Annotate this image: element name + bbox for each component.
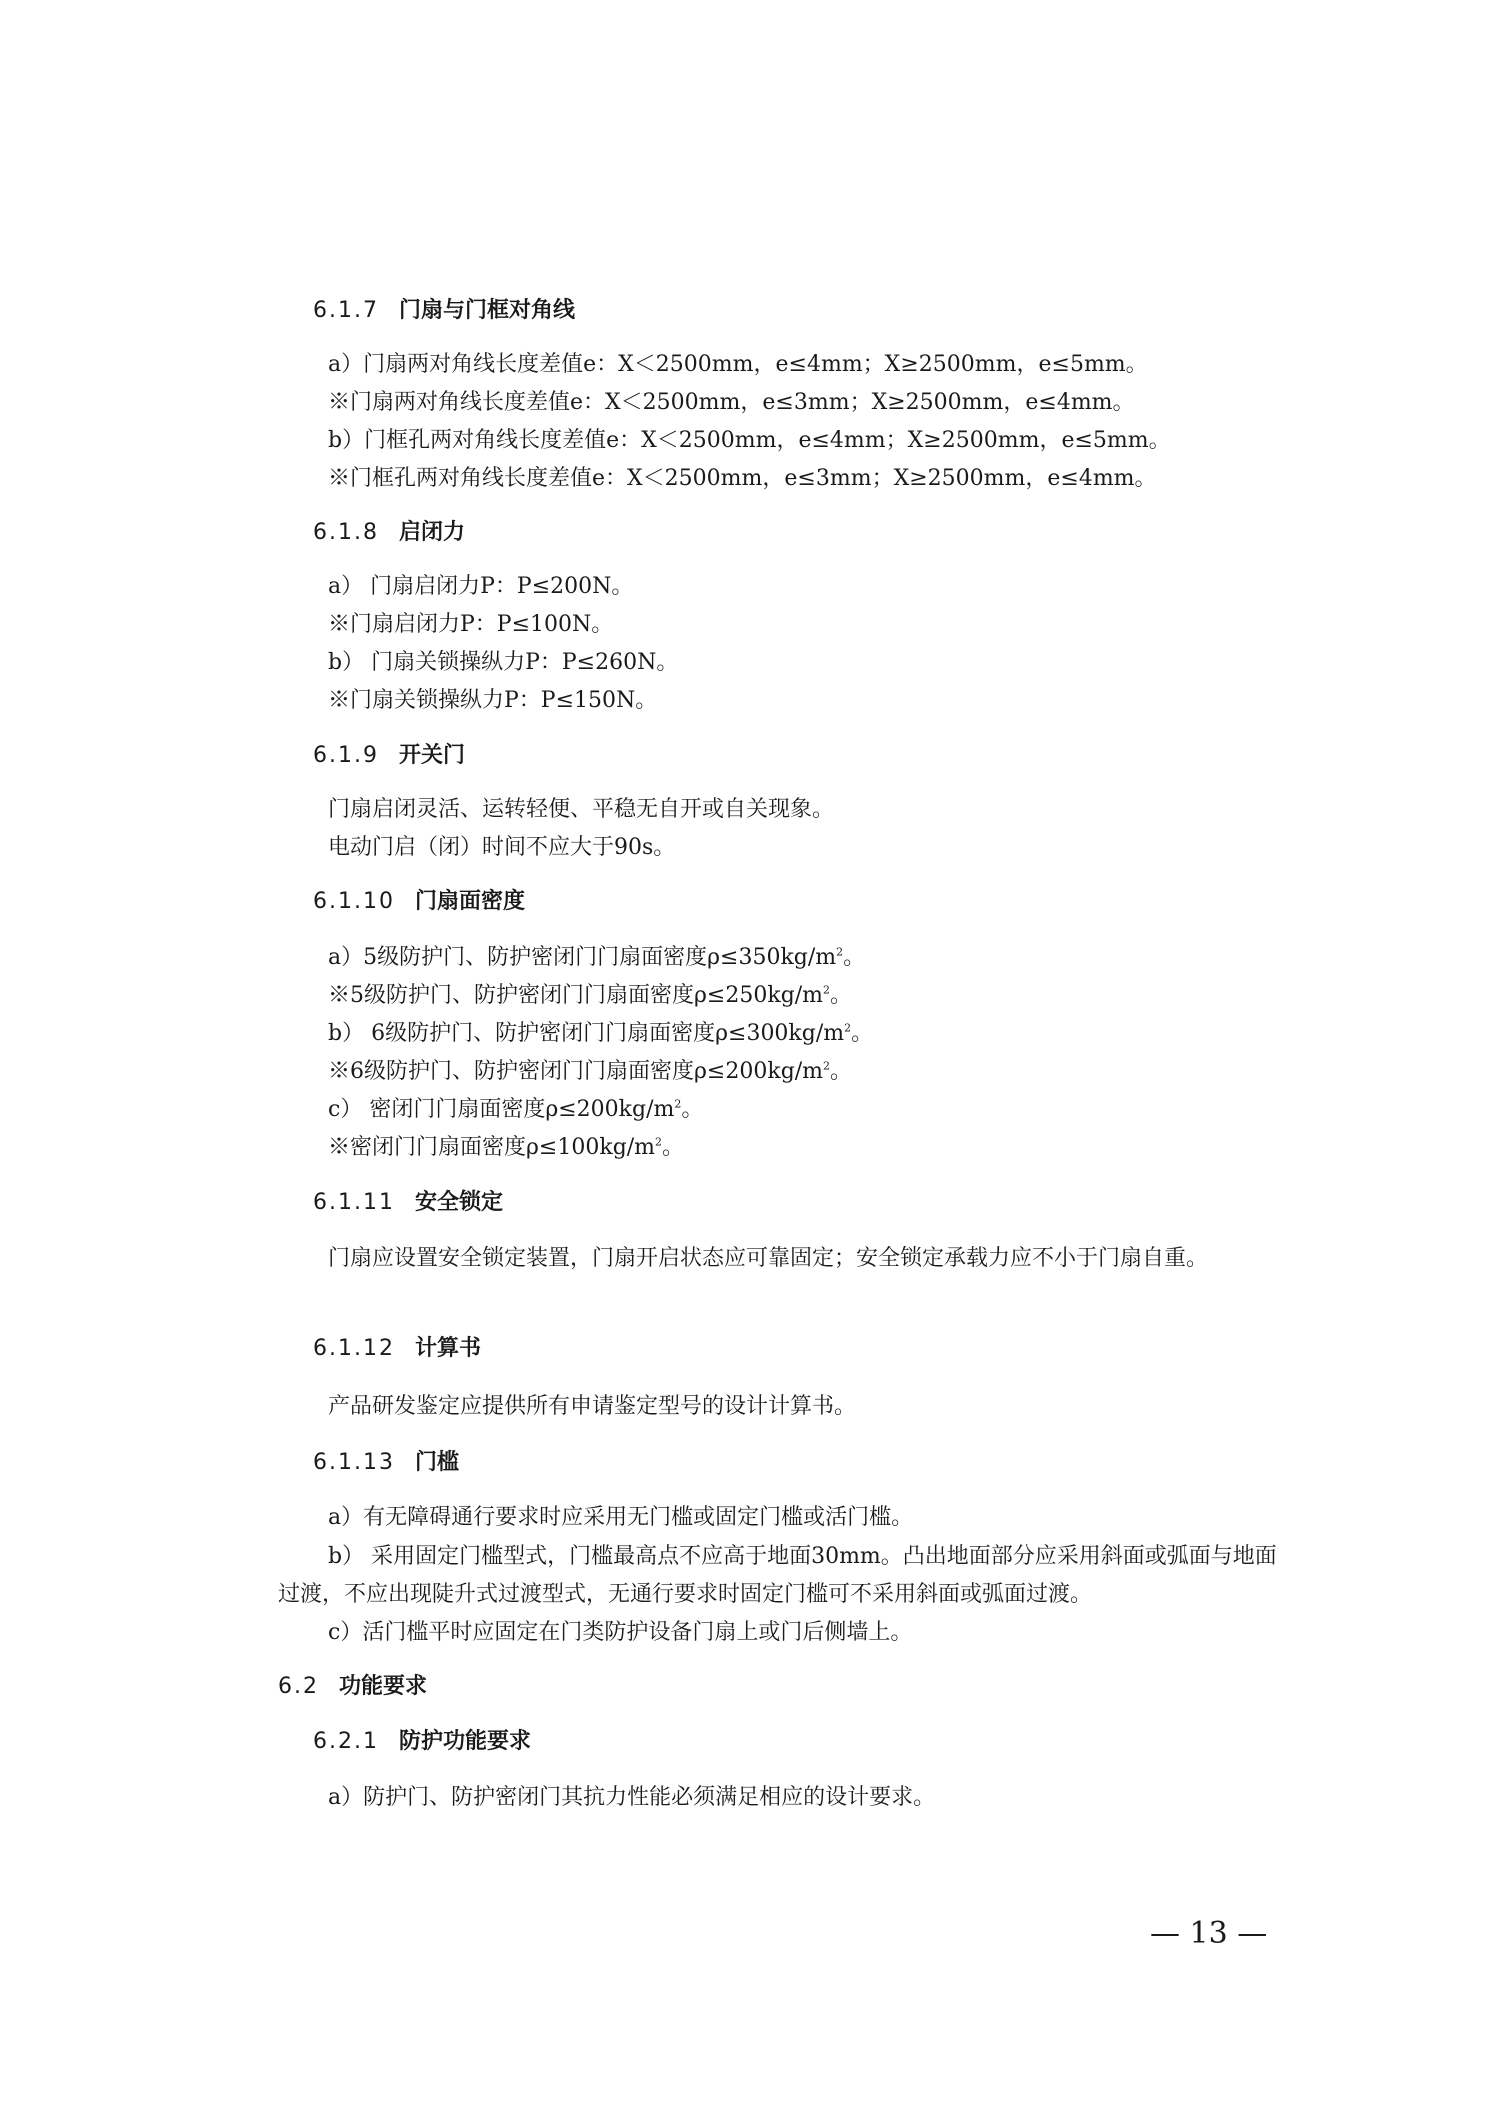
text-line: ※密闭门门扇面密度$\rho\le 100kg/m^2$。 — [328, 1135, 685, 1160]
section-number: 6.1.13 — [313, 1450, 395, 1475]
text-line: a）5级防护门、防护密闭门门扇面密度$\rho\le 350kg/m^2$。 — [328, 945, 866, 970]
heading-6-1-12 — [313, 1334, 481, 1364]
section-title: 开关门 — [398, 743, 465, 768]
section-number: 6.1.9 — [313, 743, 379, 768]
section-title: 安全锁定 — [414, 1190, 503, 1215]
heading-6-1-10 — [313, 887, 525, 917]
text-line: ※门扇启闭力P：P≤100N。 — [328, 612, 614, 637]
section-title: 防护功能要求 — [398, 1729, 531, 1754]
text-line: a）有无障碍通行要求时应采用无门槛或固定门槛或活门槛。 — [328, 1505, 914, 1530]
heading-6-2 — [278, 1672, 427, 1702]
heading-6-2-1 — [313, 1727, 531, 1757]
text-line: 产品研发鉴定应提供所有申请鉴定型号的设计计算书。 — [328, 1394, 857, 1419]
section-number: 6.2.1 — [313, 1729, 379, 1754]
text-line: b） 6级防护门、防护密闭门门扇面密度$\rho\le 300kg/m^2$。 — [328, 1021, 874, 1046]
paragraph: 门扇应设置安全锁定装置，门扇开启状态应可靠固定；安全锁定承载力应不小于门扇自重。 — [328, 1246, 1209, 1271]
heading-6-1-9 — [313, 741, 465, 771]
text-line: c）活门槛平时应固定在门类防护设备门扇上或门后侧墙上。 — [328, 1620, 913, 1645]
text-line: 电动门启（闭）时间不应大于90s。 — [328, 835, 676, 860]
paragraph: b） 采用固定门槛型式，门槛最高点不应高于地面30mm。凸出地面部分应采用斜面或弧面与地面过渡，不应出现陡升式过渡型式，无通行要求时固定门槛可不采用斜面或弧面过渡。 — [278, 1544, 1277, 1607]
section-title: 计算书 — [414, 1336, 481, 1361]
text-line: ※门框孔两对角线长度差值e：X＜2500mm，e≤3mm；X≥2500mm，e≤4mm。 — [328, 466, 1157, 491]
text-line: a）门扇两对角线长度差值e：X＜2500mm，e≤4mm；X≥2500mm，e≤5mm。 — [328, 352, 1148, 377]
section-number: 6.1.8 — [313, 520, 379, 545]
text-line: ※门扇关锁操纵力P：P≤150N。 — [328, 688, 658, 713]
section-number: 6.1.11 — [313, 1190, 395, 1215]
text-line: 门扇启闭灵活、运转轻便、平稳无自开或自关现象。 — [328, 797, 835, 822]
text-line: ※6级防护门、防护密闭门门扇面密度$\rho\le 200kg/m^2$。 — [328, 1059, 853, 1084]
section-number: 6.2 — [278, 1674, 319, 1699]
section-title: 功能要求 — [339, 1674, 428, 1699]
heading-6-1-13 — [313, 1448, 459, 1478]
text-line: b）门框孔两对角线长度差值e：X＜2500mm，e≤4mm；X≥2500mm，e≤5mm。 — [328, 428, 1171, 453]
section-title: 门扇面密度 — [414, 889, 525, 914]
page-number: — 13 — — [1150, 1916, 1268, 1951]
section-title: 启闭力 — [398, 520, 465, 545]
heading-6-1-7 — [313, 296, 575, 326]
heading-6-1-8 — [313, 518, 465, 548]
text-line: ※5级防护门、防护密闭门门扇面密度$\rho\le 250kg/m^2$。 — [328, 983, 853, 1008]
text-line: a） 门扇启闭力P：P≤200N。 — [328, 574, 634, 599]
text-line: ※门扇两对角线长度差值e：X＜2500mm，e≤3mm；X≥2500mm，e≤4mm。 — [328, 390, 1135, 415]
section-number: 6.1.7 — [313, 298, 379, 323]
section-title: 门扇与门框对角线 — [398, 298, 575, 323]
section-number: 6.1.12 — [313, 1336, 395, 1361]
text-line: b） 门扇关锁操纵力P：P≤260N。 — [328, 650, 679, 675]
section-title: 门槛 — [414, 1450, 459, 1475]
section-number: 6.1.10 — [313, 889, 395, 914]
text-line: a）防护门、防护密闭门其抗力性能必须满足相应的设计要求。 — [328, 1785, 936, 1810]
text-line: c） 密闭门门扇面密度$\rho\le 200kg/m^2$。 — [328, 1097, 704, 1122]
heading-6-1-11 — [313, 1188, 503, 1218]
